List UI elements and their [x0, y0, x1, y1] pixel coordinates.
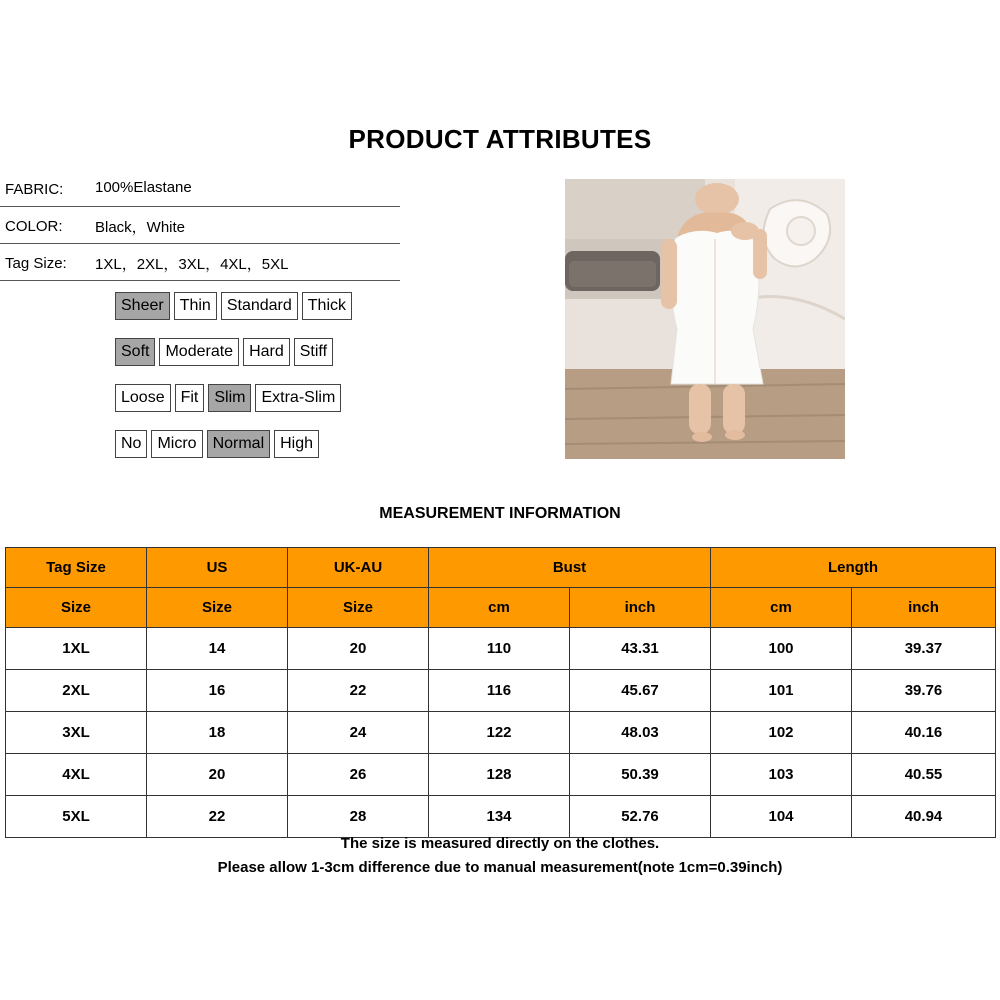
table-cell: 1XL: [6, 628, 147, 670]
option-chip-stiff: Stiff: [294, 338, 333, 366]
table-cell: 102: [711, 712, 852, 754]
table-cell: 128: [429, 754, 570, 796]
attr-label: FABRIC:: [5, 181, 64, 198]
table-cell: 45.67: [570, 670, 711, 712]
table-cell: 22: [288, 670, 429, 712]
attr-value: Black，White: [95, 219, 186, 236]
table-cell: 48.03: [570, 712, 711, 754]
header-cell: inch: [852, 588, 996, 628]
table-cell: 18: [147, 712, 288, 754]
table-cell: 4XL: [6, 754, 147, 796]
header-cell: cm: [429, 588, 570, 628]
table-row: [6, 670, 996, 712]
attr-label: Tag Size:: [5, 255, 67, 272]
table-cell: 28: [288, 796, 429, 838]
attr-value: 1XL，2XL，3XL，4XL，5XL: [95, 256, 289, 273]
header-cell: US: [147, 548, 288, 588]
header-cell: inch: [570, 588, 711, 628]
attr-value: 100%Elastane: [95, 179, 192, 196]
table-cell: 101: [711, 670, 852, 712]
table-cell: 40.16: [852, 712, 996, 754]
option-chip-no: No: [115, 430, 147, 458]
header-cell: Size: [147, 588, 288, 628]
table-cell: 110: [429, 628, 570, 670]
attr-label: COLOR:: [5, 218, 63, 235]
table-cell: 2XL: [6, 670, 147, 712]
table-cell: 104: [711, 796, 852, 838]
table-cell: 134: [429, 796, 570, 838]
table-cell: 40.55: [852, 754, 996, 796]
table-row: [6, 754, 996, 796]
option-chip-fit: Fit: [175, 384, 205, 412]
measurement-table: [5, 547, 996, 838]
option-chip-soft: Soft: [115, 338, 155, 366]
table-cell: 22: [147, 796, 288, 838]
option-chip-thick: Thick: [302, 292, 352, 320]
table-cell: 122: [429, 712, 570, 754]
header-cell: UK-AU: [288, 548, 429, 588]
table-cell: 16: [147, 670, 288, 712]
header-cell: Size: [288, 588, 429, 628]
table-row: [6, 796, 996, 838]
table-cell: 50.39: [570, 754, 711, 796]
table-cell: 40.94: [852, 796, 996, 838]
attr-tag-size: [0, 243, 400, 281]
table-cell: 39.37: [852, 628, 996, 670]
attr-color: [0, 206, 400, 244]
option-chip-moderate: Moderate: [159, 338, 239, 366]
option-chip-thin: Thin: [174, 292, 217, 320]
table-subheader-row: [6, 588, 996, 628]
table-cell: 100: [711, 628, 852, 670]
table-cell: 116: [429, 670, 570, 712]
table-cell: 20: [288, 628, 429, 670]
table-cell: 26: [288, 754, 429, 796]
page-title: PRODUCT ATTRIBUTES: [348, 124, 652, 154]
note-measured: The size is measured directly on the clothes.: [340, 835, 660, 852]
table-cell: 14: [147, 628, 288, 670]
measurement-title: MEASUREMENT INFORMATION: [379, 505, 621, 522]
header-cell: Bust: [429, 548, 711, 588]
table-row: [6, 628, 996, 670]
option-chip-standard: Standard: [221, 292, 298, 320]
table-cell: 103: [711, 754, 852, 796]
product-photo: [565, 179, 845, 459]
option-chip-micro: Micro: [151, 430, 202, 458]
option-chip-hard: Hard: [243, 338, 290, 366]
option-chip-slim: Slim: [208, 384, 251, 412]
table-header-row: [6, 548, 996, 588]
header-cell: Size: [6, 588, 147, 628]
attr-fabric: [0, 169, 400, 207]
table-cell: 20: [147, 754, 288, 796]
option-chip-loose: Loose: [115, 384, 171, 412]
table-cell: 43.31: [570, 628, 711, 670]
option-chip-normal: Normal: [207, 430, 271, 458]
header-cell: Tag Size: [6, 548, 147, 588]
table-cell: 24: [288, 712, 429, 754]
note-difference: Please allow 1-3cm difference due to manual measurement(note 1cm=0.39inch): [217, 859, 783, 876]
table-cell: 5XL: [6, 796, 147, 838]
table-cell: 52.76: [570, 796, 711, 838]
header-cell: cm: [711, 588, 852, 628]
table-row: [6, 712, 996, 754]
option-chip-extra-slim: Extra-Slim: [255, 384, 341, 412]
table-cell: 39.76: [852, 670, 996, 712]
option-chip-sheer: Sheer: [115, 292, 170, 320]
option-chip-high: High: [274, 430, 319, 458]
table-cell: 3XL: [6, 712, 147, 754]
header-cell: Length: [711, 548, 996, 588]
